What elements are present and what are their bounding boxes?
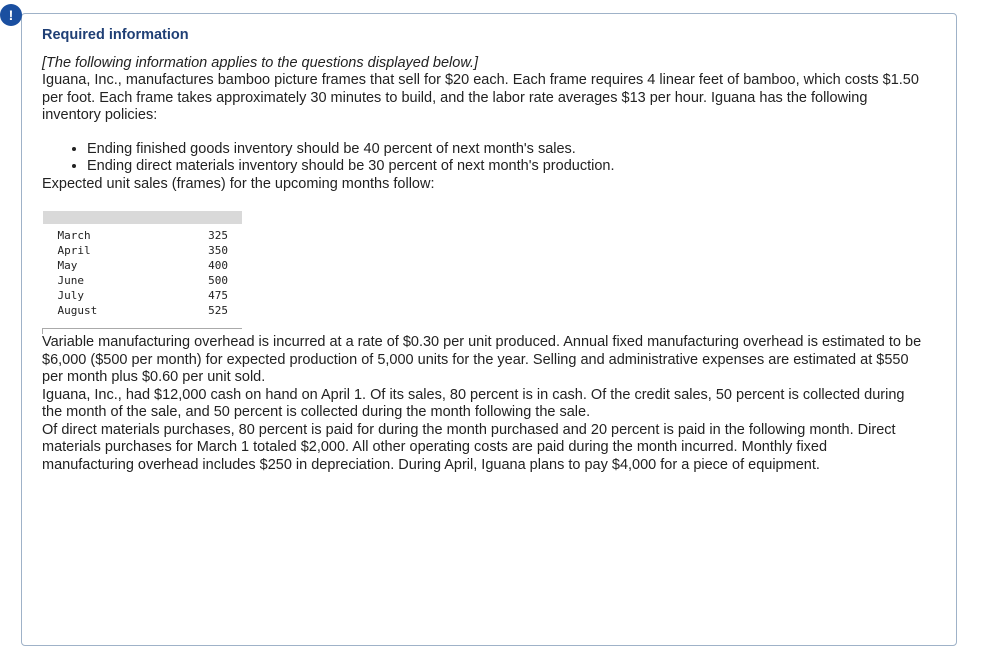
table-row — [43, 258, 243, 273]
table-row — [43, 288, 243, 303]
cash-paragraph: Iguana, Inc., had $12,000 cash on hand on April 1. Of its sales, 80 percent is in cash. Of the credit sales, 50 percent is collected during the month of the sale, and 50 percent is collected during the month following the sale. — [42, 386, 905, 420]
month-cell: March — [57, 229, 91, 242]
policy-item: • Ending direct materials inventory should be 30 percent of next month's production. — [87, 158, 922, 176]
expected-sales-intro: Expected unit sales (frames) for the upcoming months follow: — [42, 175, 435, 192]
month-cell: June — [57, 274, 84, 287]
intro-note: [The following information applies to the questions displayed below.] — [42, 55, 479, 71]
units-cell: 475 — [208, 289, 228, 302]
month-cell: April — [57, 244, 91, 257]
alert-icon: ! — [0, 4, 22, 26]
month-cell: May — [57, 259, 78, 272]
inventory-policies-list — [42, 141, 922, 176]
table-row — [43, 224, 243, 243]
expected-sales-table — [42, 211, 242, 334]
table-row — [43, 243, 243, 258]
table-header-row — [43, 211, 243, 224]
company-description: Iguana, Inc., manufactures bamboo picture frames that sell for $20 each. Each frame requires 4 linear feet of bamboo, which costs $1.50 per foot. Each frame takes approximately 30 minutes to build, and the labor rate averages $13 per hour. Iguana has the following inventory policies: — [42, 72, 919, 123]
purchases-paragraph: Of direct materials purchases, 80 percent is paid for during the month purchased and 20 percent is paid in the following month. Direct materials purchases for March 1 totaled $2,000. All other operating costs are paid during the month incurred. Monthly fixed manufacturing overhead includes $250 in depreciation. During April, Iguana plans to pay $4,000 for a piece of equipment. — [42, 421, 896, 473]
units-cell: 500 — [208, 274, 228, 287]
policy-item: • Ending finished goods inventory should be 40 percent of next month's sales. — [87, 141, 922, 159]
units-cell: 400 — [208, 259, 228, 272]
overhead-paragraph: Variable manufacturing overhead is incurred at a rate of $0.30 per unit produced. Annual fixed manufacturing overhead is estimated to be $6,000 ($500 per month) for expected production of 5,000 units for the year. Selling and administrative expenses are estimated at $550 per month plus $0.60 per unit sold. — [42, 334, 922, 385]
table-row — [43, 303, 243, 329]
card-content — [42, 26, 922, 474]
table-row — [43, 273, 243, 288]
units-cell: 350 — [208, 244, 228, 257]
units-cell: 325 — [208, 229, 228, 242]
units-cell: 525 — [208, 304, 228, 317]
month-cell: August — [57, 304, 98, 317]
month-cell: July — [57, 289, 84, 302]
required-information-title: Required information — [42, 27, 189, 43]
